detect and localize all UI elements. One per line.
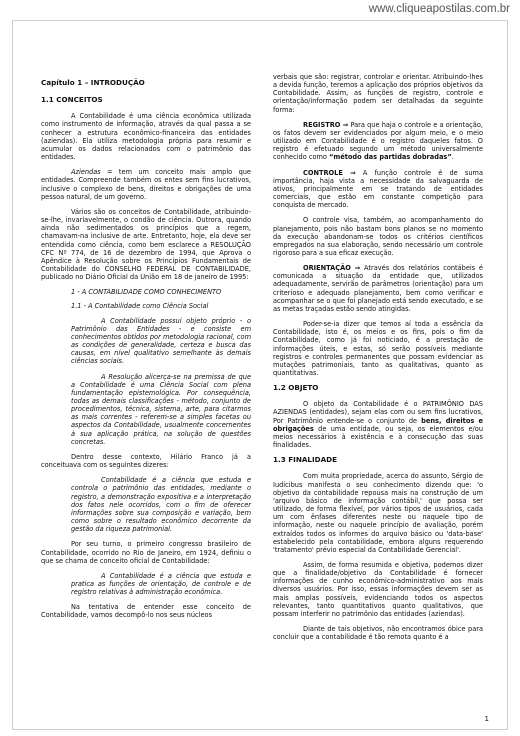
paragraph: Vários são os conceitos de Contabilidade, atribuindo-se-lhe, invariavelmente, o condão de ciência. Outrora, quando ainda não sedimentados os princípios que a regem, chamavam-na inclusive de arte. Entretanto, hoje, ela deve ser entendida como ciência, como bem esclarece a RESOLUÇÃO CFC Nº 774, de 16 de dezembro de 1994, que Aprova o Apêndice à Resolução sobre os Princípios Fundamentais de Contabilidade do CONSELHO FEDERAL DE CONTABILIDADE, publicado no Diário Oficial da União em 18 de janeiro de 1995: — [41, 207, 251, 282]
paragraph — [41, 168, 251, 201]
right-column — [273, 73, 483, 648]
paragraph: Com muita propriedade, acerca do assunto, Sérgio de Iudícibus manifesta o seu conhecimento dizendo que: 'o objetivo da contabilidade repousa mais na construção de um 'arquivo básico de informação contábil,' que possa ser utilizado, de forma flexível, por vários tipos de usuários, cada um com ênfases diferentes neste ou naquele tipo de informação, neste ou naquele princípio de avaliação, porém extraídos todos os informes do arquivo básico ou 'data-base' estabelecido pela contabilidade, embora alguns requerendo 'tratamento' prévio especial da Contabilidade Gerencial'. — [273, 472, 483, 554]
paragraph-orientacao — [273, 264, 483, 313]
registro-end: . — [451, 153, 454, 162]
subheading: 1 - A CONTABILIDADE COMO CONHECIMENTO — [71, 288, 222, 297]
section-title-objeto: 1.2 OBJETO — [273, 383, 319, 393]
block-quote: A Contabilidade é a ciência que estuda e pratica as funções de orientação, de controle e de registro relativas à administração econômica. — [71, 571, 251, 597]
paragraph: Diante de tais objetivos, não encontramos óbice para concluir que a contabilidade é tão remota quanto é a — [273, 625, 483, 642]
orientacao-text: Através dos relatórios contábeis é comunicada a situação da entidade que, utilizados adequadamente, servirão de parâmetros (orientação) para um criterioso e adequado planejamento, bem como verificar e acompanhar se o que foi planejado está sendo executado, e se as metas traçadas estão sendo atingidas. — [273, 264, 483, 313]
objeto-text-a: O objeto da Contabilidade é o PATRIMÔNIO DAS AZIENDAS (entidades), sejam elas com ou sem fins lucrativos, Por Patrimônio entende-se o conjunto de — [273, 400, 483, 425]
section-title-finalidade: 1.3 FINALIDADE — [273, 455, 338, 465]
label-controle: CONTROLE ⇒ — [303, 168, 356, 177]
paragraph: verbais que são: registrar, controlar e orientar. Atribuindo-lhes a devida função, teremos a aplicação dos próprios objetivos da Contabilidade. Assim, as funções de registro, controle e orientação/informação podem ser detalhadas da seguinte forma: — [273, 73, 483, 114]
bens-direitos-obrigacoes: bens, direitos e obrigações — [273, 416, 483, 433]
page-number: 1 — [484, 715, 489, 723]
paragraph-registro — [273, 121, 483, 162]
label-registro: REGISTRO ⇒ — [303, 120, 349, 129]
objeto-text-b: de uma entidade, ou seja, os elementos e/ou meios necessários à existência e à consecução das suas finalidades. — [273, 424, 483, 450]
paragraph: Por seu turno, o primeiro congresso brasileiro de Contabilidade, ocorrido no Rio de Janeiro, em 1924, definiu o que se chama de conceito oficial de Contabilidade: — [41, 540, 251, 565]
term-aziendas: Aziendas — [71, 168, 101, 177]
left-column — [41, 79, 251, 627]
chapter-title: Capítulo 1 – INTRODUÇÃO — [41, 78, 145, 87]
paragraph: O controle visa, também, ao acompanhamento do planejamento, pois não bastam bons planos se no momento da execução abandonam-se todos os critérios científicos empregados na sua elaboração, sendo necessário um controle rigoroso para a sua eficaz execução. — [273, 216, 483, 257]
block-quote: A Resolução alicerça-se na premissa de que a Contabilidade é uma Ciência Social com plena fundamentação epistemológica. Por consequência, todas as demais classificações - método, conjunto de procedimentos, técnica, sistema, arte, para citarmos as mais correntes - referem-se a simples facetas ou aspectos da Contabilidade, usualmente concernentes à sua aplicação prática, na solução de questões concretas. — [71, 372, 251, 446]
section-title-conceitos: 1.1 CONCEITOS — [41, 95, 103, 105]
block-quote: Contabilidade é a ciência que estuda e controla o patrimônio das entidades, mediante o registro, a demonstração expositiva e a interpretação dos fatos nele ocorridos, com o fim de oferecer informações sobre sua composição e variação, bem como sobre o resultado econômico decorrente da gestão da riqueza patrimonial. — [71, 476, 251, 534]
label-orientacao: ORIENTAÇÃO ⇒ — [303, 264, 361, 273]
definition-text: = tem um conceito mais amplo que entidades. Compreende também os entes sem fins lucrativos, inclusive o complexo de bens, direitos e obrigações de uma pessoa natural, de um governo. — [41, 168, 251, 201]
site-watermark[interactable]: www.cliqueapostilas.com.br — [368, 3, 510, 15]
paragraph: Assim, de forma resumida e objetiva, podemos dizer que a finalidade/objetivo da Contabilidade é fornecer informações de cunho econômico-administrativo aos mais diversos usuários. Por isso, essas informações devem ser as mais amplas possíveis, evidenciando todos os aspectos relevantes, tanto quantitativos quanto qualitativos, que possam interferir no patrimônio das entidades (aziendas). — [273, 560, 483, 618]
paragraph: A Contabilidade é uma ciência econômica utilizada como instrumento de informação, através da qual passa a se conhecer a estrutura econômico-financeira das entidades (aziendas). Ela utiliza metodologia própria para resumir e acumular os dados relacionados com o patrimônio das entidades. — [41, 112, 251, 162]
paragraph: Dentro desse contexto, Hilário Franco já a conceituava com os seguintes dizeres: — [41, 452, 251, 470]
registro-text: Para que haja o controle e a orientação, os fatos devem ser evidenciados por algum meio, e o meio utilizado em Contabilidade é o registro daqueles fatos. O registro é efetuado segundo um método universalmente conhecido como — [273, 120, 483, 162]
document-page — [12, 20, 508, 730]
paragraph-controle — [273, 169, 483, 210]
partidas-dobradas: “método das partidas dobradas” — [329, 153, 452, 162]
paragraph: Poder-se-ia dizer que temos aí toda a essência da Contabilidade, isto é, os meios e os fins, pois o fim da Contabilidade, como já foi noticiado, é a prestação de informações úteis, e estas, só serão possíveis mediante registros e controles permanentes que possam evidenciar as mutações patrimoniais, tanto as qualitativas, quanto as quantitativas. — [273, 320, 483, 377]
block-quote: A Contabilidade possui objeto próprio - o Patrimônio das Entidades - e consiste em conhecimentos obtidos por metodologia racional, com as condições de generalidade, certeza e busca das causas, em nível qualitativo semelhante às demais ciências sociais. — [71, 316, 251, 366]
controle-text: A função controle é de suma importância, haja vista a necessidade da salvaguarda de ativos, principalmente em se tratando de entidades comerciais, que estão em constante competição para conquista de mercado. — [273, 168, 483, 210]
paragraph-objeto — [273, 400, 483, 449]
subheading: 1.1 - A Contabilidade como Ciência Social — [71, 302, 209, 311]
paragraph: Na tentativa de entender esse conceito de Contabilidade, vamos decompô-lo nos seus núcleos — [41, 603, 251, 620]
